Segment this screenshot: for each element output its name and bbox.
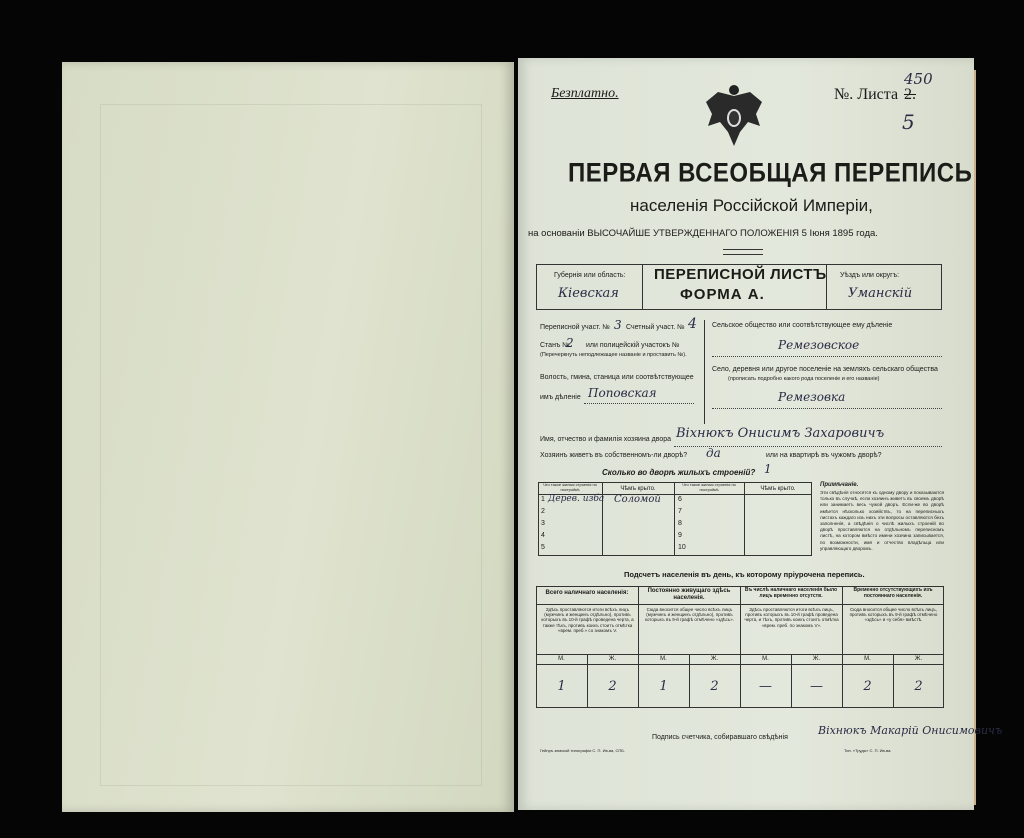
village-value: Ремезовка bbox=[778, 390, 846, 404]
pop-sub-4: Сюда вносится общее число всѣхъ лицъ, противъ которыхъ въ 9-й графѣ отмѣчено «здѣсь» и «у себя» вмѣстѣ. bbox=[849, 607, 938, 623]
sheet-no-printed: 2. bbox=[904, 86, 916, 103]
police-note: (Перечеркнуть неподлежащее названіе и проставить №). bbox=[540, 352, 687, 358]
pop-sub-1: Здѣсь проставляются итоги всѣхъ лицъ (мужчинъ и женщинъ отдѣльно), противъ которыхъ въ 10-й графѣ проведена черта, а также тѣхъ, противъ коихъ стоитъ отмѣтка «врем. преб.» со знакомъ V. bbox=[541, 607, 634, 633]
bt-row-num: 10 bbox=[678, 544, 686, 551]
volost-label: Волость, гмина, станица или соотвѣтствующее bbox=[540, 374, 694, 381]
free-label: Безплатно. bbox=[551, 86, 619, 101]
sheet-no-label: №. Листа bbox=[834, 86, 899, 103]
pop-sub-3: Здѣсь проставляются итоги всѣхъ лицъ, противъ которыхъ въ 10-й графѣ проведена черта, и тѣхъ, противъ коихъ стоитъ отмѣтка «врем. преб. по знакомъ V». bbox=[744, 607, 839, 628]
sheet-title: ПЕРЕПИСНОЙ ЛИСТЪ bbox=[654, 266, 827, 283]
left-blank-page bbox=[62, 62, 514, 812]
bt-row-num: 9 bbox=[678, 532, 682, 539]
bt-row-num: 5 bbox=[541, 544, 545, 551]
society-label: Сельское общество или соотвѣтствующее ему дѣленіе bbox=[712, 322, 893, 329]
pop-sub-2: Сюда вносится общее число всѣхъ лицъ (мужчинъ и женщинъ отдѣльно), противъ которыхъ въ 9-й графѣ отмѣчено «здѣсь». bbox=[644, 607, 734, 623]
society-value: Ремезовское bbox=[778, 338, 860, 352]
census-form-page bbox=[518, 58, 1003, 810]
pop-gender: М. bbox=[762, 656, 769, 662]
signature-value: Віхнюкъ Макарій Онисимовичъ bbox=[818, 724, 1003, 737]
bt-row-num: 7 bbox=[678, 508, 682, 515]
title-basis: на основаніи ВЫСОЧАЙШЕ УТВЕРЖДЕННАГО ПОЛОЖЕНІЯ 5 Іюня 1895 года. bbox=[528, 228, 878, 239]
volost-label-2: имъ дѣленіе bbox=[540, 394, 581, 401]
sheet-no-handwritten: 450 bbox=[904, 70, 933, 88]
buildings-value: 1 bbox=[764, 462, 772, 476]
police-label: или полицейскій участокъ № bbox=[586, 342, 680, 349]
pop-gender: Ж. bbox=[914, 656, 923, 662]
pop-header-3: Въ числѣ наличнаго населенія было лицъ временно отсутств. bbox=[744, 587, 838, 599]
district-value: Уманскій bbox=[848, 286, 913, 301]
bt-row-num: 1 bbox=[541, 496, 545, 503]
owner-value: Віхнюкъ Онисимъ Захаровичъ bbox=[676, 426, 885, 441]
pop-value: 1 bbox=[659, 679, 668, 694]
census-section-label: Переписной участ. № bbox=[540, 324, 610, 331]
province-label: Губернія или область: bbox=[554, 272, 626, 279]
count-section-label: Счетный участ. № bbox=[626, 324, 685, 331]
printer-right: Тип. «Трудъ» С. П. Ив-ва. bbox=[844, 748, 892, 753]
lives-label: Хозяинъ живетъ въ собственномъ-ли дворѣ? bbox=[540, 452, 688, 459]
volost-value: Поповская bbox=[588, 386, 657, 400]
lives-value: да bbox=[706, 446, 721, 460]
pop-value: 2 bbox=[914, 679, 923, 694]
pop-value: — bbox=[810, 679, 823, 694]
signature-label: Подпись счетчика, собиравшаго свѣдѣнія bbox=[652, 734, 788, 741]
population-title: Подсчетъ населенія въ день, къ которому пріурочена перепись. bbox=[624, 570, 865, 579]
bt-row-num: 4 bbox=[541, 532, 545, 539]
pop-gender: М. bbox=[660, 656, 667, 662]
pop-gender: М. bbox=[558, 656, 565, 662]
form-name: ФОРМА А. bbox=[680, 286, 765, 303]
bt-col2: Чѣмъ крыто. bbox=[620, 486, 656, 492]
village-label: Село, деревня или другое поселеніе на земляхъ сельскаго общества bbox=[712, 366, 938, 373]
bt-row-num: 8 bbox=[678, 520, 682, 527]
bt-row-num: 3 bbox=[541, 520, 545, 527]
buildings-label: Сколько во дворѣ жилыхъ строеній? bbox=[602, 468, 756, 477]
printer-left: Гейнръ земской типографіи С. П. Ив-ва, СПБ. bbox=[540, 748, 625, 753]
pop-value: 2 bbox=[863, 679, 872, 694]
bt-row-num: 6 bbox=[678, 496, 682, 503]
bt-row1-roof: Соломой bbox=[614, 494, 661, 505]
count-section-value: 4 bbox=[688, 316, 697, 332]
note-title: Примѣчаніе. bbox=[820, 482, 859, 488]
pop-value: 2 bbox=[710, 679, 719, 694]
owner-label: Имя, отчество и фамилія хозяина двора bbox=[540, 436, 672, 443]
province-value: Кіевская bbox=[558, 286, 619, 301]
sheet-no-handwritten-2: 5 bbox=[902, 110, 915, 134]
pop-value: 1 bbox=[557, 679, 566, 694]
bt-col3: Что такое жилыя строенія по постройкѣ bbox=[682, 482, 736, 492]
title-sub: населенія Россійской Имперіи, bbox=[630, 196, 873, 215]
district-label: Уѣздъ или округъ: bbox=[840, 272, 900, 279]
pop-value: 2 bbox=[608, 679, 617, 694]
village-note: (прописать подробно какого рода поселеніе и его названіе) bbox=[728, 376, 880, 382]
note-text: Эти свѣдѣнія относятся къ одному двору и показываются только въ случаѣ, если хозяинъ живетъ въ своемъ дворѣ или занимаетъ весь чужой дворъ. Если-же во дворѣ имѣется нѣсколько хозяйствъ, то на переписныхъ листахъ каждаго изъ нихъ эти вопросы оставляются безъ заполненія, а свѣдѣнія о числѣ жилыхъ строеній во дворѣ проставляются на отдѣльномъ переписномъ листѣ, на котором вмѣсто имени хозяина записывается, по возможности, имя и отчество владѣльца или управляющаго дворомъ. bbox=[820, 490, 944, 551]
apartment-label: или на квартирѣ въ чужомъ дворѣ? bbox=[766, 452, 882, 459]
pop-value: — bbox=[759, 679, 772, 694]
bt-row1-building: Дерев. изба bbox=[548, 494, 605, 504]
pop-header-1: Всего наличнаго населенія: bbox=[545, 590, 629, 596]
ornament-divider bbox=[723, 249, 763, 255]
imperial-eagle-icon bbox=[704, 82, 764, 154]
pop-header-4: Временно отсутствующихъ изъ постояннаго населенія. bbox=[853, 587, 933, 599]
pop-gender: Ж. bbox=[710, 656, 719, 662]
pop-gender: Ж. bbox=[608, 656, 617, 662]
camp-label: Станъ № bbox=[540, 342, 570, 349]
title-main: ПЕРВАЯ ВСЕОБЩАЯ ПЕРЕПИСЬ bbox=[568, 158, 973, 189]
pop-header-2: Постоянно живущаго здѣсь населенія. bbox=[647, 588, 731, 601]
pop-gender: М. bbox=[864, 656, 871, 662]
bt-row-num: 2 bbox=[541, 508, 545, 515]
bt-col4: Чѣмъ крыто. bbox=[760, 486, 796, 492]
bleed-through bbox=[100, 104, 482, 786]
census-section-value: 3 bbox=[614, 318, 622, 332]
camp-value: 2 bbox=[566, 336, 574, 350]
pop-gender: Ж. bbox=[812, 656, 821, 662]
bt-col1: Что такое жилыя строенія по постройкѣ bbox=[543, 482, 597, 492]
